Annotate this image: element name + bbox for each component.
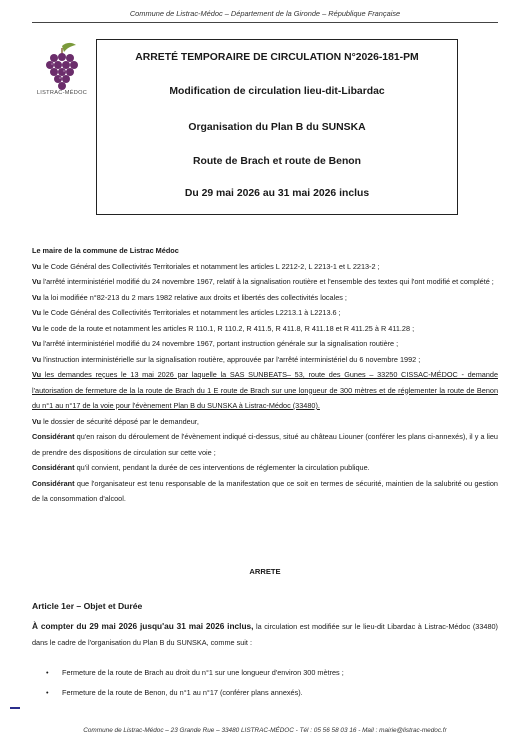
- bullet-icon: •: [46, 668, 49, 677]
- bullet-icon: •: [46, 687, 49, 697]
- article-1-text: la circulation est modifiée sur le lieu-dit Libardac à Listrac-Médoc (33480) dans le cadre de l'organisation du Plan B du SUNSKA, comme suit :: [32, 622, 498, 647]
- vu-paragraph: Vu le code de la route et notamment les articles R 110.1, R 110.2, R 411.5, R 411.8, R 411.18 et R 411.25 à R 411.28 ;: [32, 323, 415, 333]
- arrete-heading: ARRETE: [249, 567, 281, 576]
- margin-mark: [10, 707, 20, 709]
- vu-paragraph: Vu l'instruction interministérielle sur la signalisation routière, approuvée par l'arrêté interministériel du 6 novembre 1992 ;: [32, 354, 421, 364]
- list-item: • Fermeture de la route de Brach au droit du n°1 sur une longueur d'environ 300 mètres ;: [46, 665, 486, 681]
- decree-number: ARRETÉ TEMPORAIRE DE CIRCULATION N°2026-181-PM: [135, 52, 419, 63]
- vu-paragraph: Vu l'arrêté interministériel modifié du 24 novembre 1967, relatif à la signalisation routière et l'ensemble des textes qui l'ont modifié et complété ;: [32, 277, 494, 286]
- vu-paragraph: Vu la loi modifiée n°82-213 du 2 mars 1982 relative aux droits et libertés des collectivités locales ;: [32, 292, 347, 302]
- considerant-paragraph: Considérant qu'en raison du déroulement de l'évènement indiqué ci-dessus, situé au château Liouner (conférer les plans ci-annexés), il y a lieu de prendre des dispositions de circulation sur cette voie ;: [32, 432, 498, 457]
- mayor-line: Le maire de la commune de Listrac Médoc: [32, 246, 179, 255]
- decree-event: Organisation du Plan B du SUNSKA: [188, 122, 366, 133]
- decree-subject: Modification de circulation lieu-dit-Libardac: [169, 86, 385, 97]
- decree-dates: Du 29 mai 2026 au 31 mai 2026 inclus: [184, 188, 370, 199]
- logo-label: LISTRAC-MÉDOC: [36, 90, 88, 96]
- page-header: Commune de Listrac-Médoc – Département de la Gironde – République Française: [129, 9, 401, 18]
- article-1-list: [46, 665, 486, 704]
- vu-paragraph: Vu le dossier de sécurité déposé par le demandeur,: [32, 416, 199, 426]
- considerant-paragraph: Considérant qu'il convient, pendant la durée de ces interventions de réglementer la circulation publique.: [32, 463, 370, 472]
- preamble: [32, 243, 498, 507]
- considerant-paragraph: Considérant que l'organisateur est tenu responsable de la manifestation que ce soit en termes de sécurité, maintien de la salubrité ou gestion de la consommation d'alcool.: [32, 478, 498, 503]
- decree-roads: Route de Brach et route de Benon: [192, 156, 361, 167]
- article-1-body: [32, 619, 498, 650]
- vu-paragraph: Vu l'arrêté interministériel modifié du 24 novembre 1967, portant instruction générale sur la signalisation routière ;: [32, 339, 399, 348]
- list-item: • Fermeture de la route de Benon, du n°1 au n°17 (conférer plans annexés).: [46, 685, 486, 701]
- vu-paragraph: Vu le Code Général des Collectivités Territoriales et notamment les articles L 2212-2, L 2213-1 et L 2213-2 ;: [32, 261, 380, 271]
- vu-paragraph-request: Vu les demandes reçues le 13 mai 2026 par laquelle la SAS SUNBEATS– 53, route des Gunes – 33250 CISSAC-MÉDOC - demande l'autorisation de fermeture de la la route de Brach du 1 E route de Brach sur une longueur de 300 mètres et de réglementer la route de Benon du n°1 au n°17 de la voie pour l'évènement Plan B du SUNSKA à Listrac-Médoc (33480).: [32, 370, 499, 410]
- article-1-title: Article 1er – Objet et Durée: [32, 601, 143, 611]
- title-box: [96, 39, 458, 215]
- article-1-lead: À compter du 29 mai 2026 jusqu'au 31 mai 2026 inclus,: [32, 621, 254, 631]
- vu-paragraph: Vu le Code Général des Collectivités Territoriales et notamment les articles L2213.1 à L2213.6 ;: [32, 308, 341, 317]
- header-divider: [32, 22, 498, 23]
- page-footer: Commune de Listrac-Médoc – 23 Grande Rue – 33480 LISTRAC-MÉDOC - Tél : 05 56 58 03 16 - Mail : mairie@listrac-medoc.fr: [83, 727, 447, 734]
